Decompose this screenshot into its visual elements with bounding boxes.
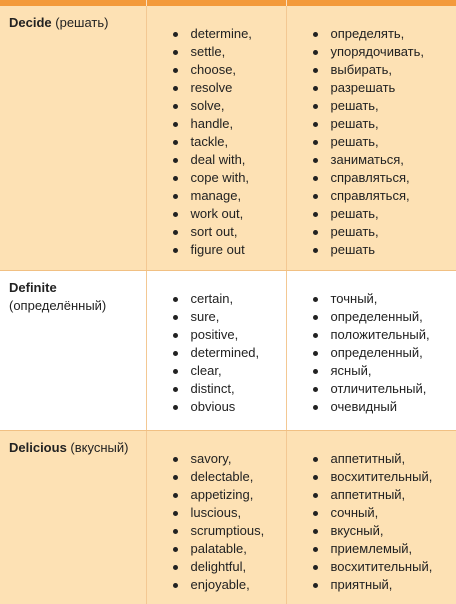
list-item: положительный,	[312, 326, 456, 344]
term-translation: (вкусный)	[70, 440, 129, 455]
table-row	[0, 6, 456, 271]
english-synonyms-cell	[146, 431, 286, 604]
list-item: manage,	[172, 187, 286, 205]
russian-translations-list	[287, 431, 456, 594]
list-item: определять,	[312, 25, 456, 43]
list-item: точный,	[312, 290, 456, 308]
term	[0, 6, 146, 32]
english-synonyms-cell	[146, 271, 286, 431]
russian-translations-cell	[286, 431, 456, 604]
list-item: разрешать	[312, 79, 456, 97]
english-synonyms-cell	[146, 6, 286, 271]
list-item: scrumptious,	[172, 522, 286, 540]
list-item: delightful,	[172, 558, 286, 576]
list-item: appetizing,	[172, 486, 286, 504]
russian-translations-cell	[286, 6, 456, 271]
list-item: восхитительный,	[312, 468, 456, 486]
list-item: решать,	[312, 115, 456, 133]
list-item: справляться,	[312, 187, 456, 205]
list-item: решать,	[312, 133, 456, 151]
list-item: handle,	[172, 115, 286, 133]
list-item: work out,	[172, 205, 286, 223]
list-item: решать,	[312, 97, 456, 115]
list-item: восхитительный,	[312, 558, 456, 576]
list-item: приятный,	[312, 576, 456, 594]
list-item: ясный,	[312, 362, 456, 380]
term-cell	[0, 271, 146, 431]
term	[0, 431, 146, 457]
list-item: clear,	[172, 362, 286, 380]
list-item: figure out	[172, 241, 286, 259]
list-item: sort out,	[172, 223, 286, 241]
english-synonyms-list	[147, 431, 286, 594]
term-word: Delicious	[9, 440, 67, 455]
term-cell	[0, 431, 146, 604]
list-item: отличительный,	[312, 380, 456, 398]
list-item: resolve	[172, 79, 286, 97]
list-item: solve,	[172, 97, 286, 115]
list-item: справляться,	[312, 169, 456, 187]
list-item: упорядочивать,	[312, 43, 456, 61]
list-item: savory,	[172, 450, 286, 468]
list-item: аппетитный,	[312, 486, 456, 504]
list-item: приемлемый,	[312, 540, 456, 558]
list-item: distinct,	[172, 380, 286, 398]
list-item: заниматься,	[312, 151, 456, 169]
list-item: delectable,	[172, 468, 286, 486]
english-synonyms-list	[147, 271, 286, 416]
list-item: certain,	[172, 290, 286, 308]
list-item: вкусный,	[312, 522, 456, 540]
list-item: cope with,	[172, 169, 286, 187]
table-row	[0, 271, 456, 431]
list-item: positive,	[172, 326, 286, 344]
list-item: deal with,	[172, 151, 286, 169]
english-synonyms-list	[147, 6, 286, 259]
list-item: tackle,	[172, 133, 286, 151]
list-item: решать,	[312, 223, 456, 241]
term-cell	[0, 6, 146, 271]
list-item: sure,	[172, 308, 286, 326]
russian-translations-list	[287, 271, 456, 416]
list-item: аппетитный,	[312, 450, 456, 468]
list-item: determined,	[172, 344, 286, 362]
list-item: palatable,	[172, 540, 286, 558]
list-item: choose,	[172, 61, 286, 79]
list-item: определенный,	[312, 308, 456, 326]
list-item: luscious,	[172, 504, 286, 522]
list-item: enjoyable,	[172, 576, 286, 594]
russian-translations-cell	[286, 271, 456, 431]
term-translation: (решать)	[55, 15, 109, 30]
table-row	[0, 431, 456, 604]
list-item: выбирать,	[312, 61, 456, 79]
list-item: obvious	[172, 398, 286, 416]
term-translation: (определённый)	[9, 298, 107, 313]
term-word: Decide	[9, 15, 52, 30]
term-word: Definite	[9, 280, 57, 295]
russian-translations-list	[287, 6, 456, 259]
list-item: решать,	[312, 205, 456, 223]
list-item: settle,	[172, 43, 286, 61]
list-item: решать	[312, 241, 456, 259]
synonyms-table	[0, 6, 456, 604]
list-item: определенный,	[312, 344, 456, 362]
list-item: очевидный	[312, 398, 456, 416]
list-item: determine,	[172, 25, 286, 43]
term	[0, 271, 146, 315]
list-item: сочный,	[312, 504, 456, 522]
